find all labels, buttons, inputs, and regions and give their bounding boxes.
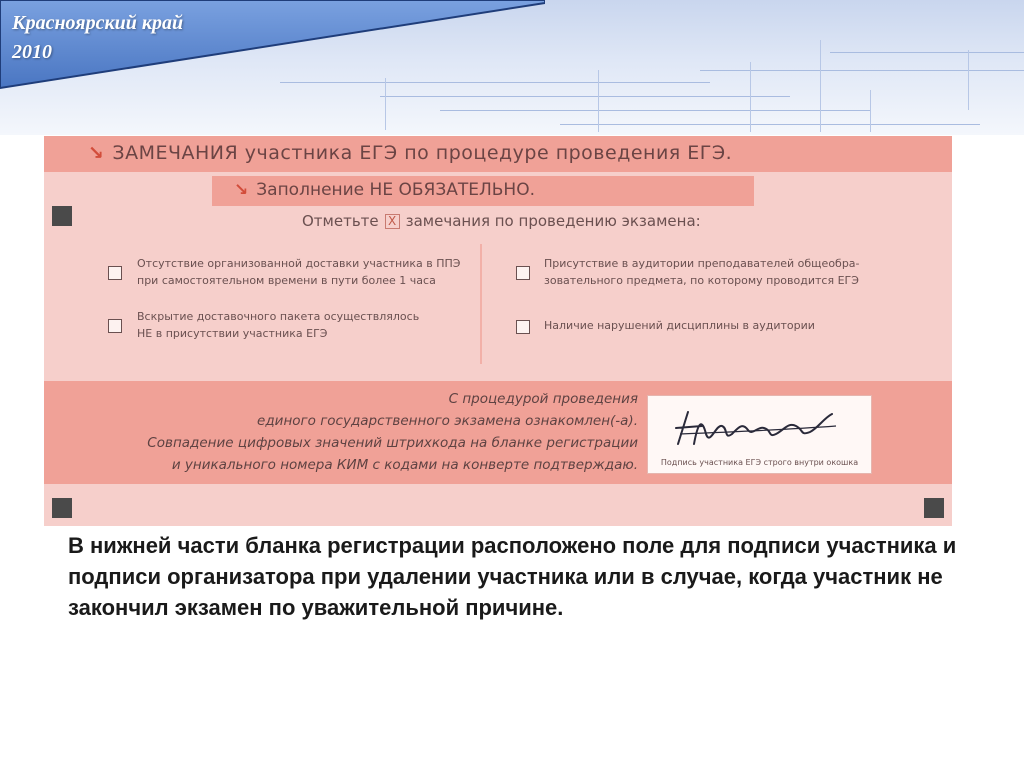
decor-line [750, 62, 751, 132]
checkbox[interactable] [108, 266, 122, 280]
option-text: Наличие нарушений дисциплины в аудитории [544, 319, 815, 332]
arrow-icon: ↘ [88, 142, 105, 164]
form-instruction: Отметьте X замечания по проведению экзамена: [302, 212, 701, 230]
decor-line [870, 90, 871, 132]
decor-line [560, 124, 980, 125]
option-text: Вскрытие доставочного пакета осуществлялось НЕ в присутствии участника ЕГЭ [137, 310, 420, 340]
decor-line [440, 110, 870, 111]
decor-line [380, 96, 790, 97]
title-badge [0, 0, 545, 90]
year-title: 2010 [12, 41, 52, 63]
decor-line [598, 70, 599, 132]
handwritten-signature [672, 404, 842, 452]
decor-line [968, 50, 969, 110]
checkbox[interactable] [516, 320, 530, 334]
checkbox[interactable] [108, 319, 122, 333]
alignment-marker [52, 206, 72, 226]
alignment-marker [924, 498, 944, 518]
option-text: Присутствие в аудитории преподавателей общеобра- зовательного предмета, по которому проводится ЕГЭ [544, 257, 860, 287]
description-paragraph: В нижней части бланка регистрации расположено поле для подписи участника и подписи организатора при удалении участника или в случае, когда участник не закончил экзамен по уважительной причине. [68, 533, 957, 620]
form-subheading: ↘ Заполнение НЕ ОБЯЗАТЕЛЬНО. [234, 180, 535, 200]
arrow-icon: ↘ [234, 180, 249, 200]
decor-line [700, 70, 1024, 71]
column-divider [480, 244, 482, 364]
option-text: Отсутствие организованной доставки участника в ППЭ при самостоятельном времени в пути более 1 часа [137, 257, 461, 287]
region-title: Красноярский край [12, 12, 184, 34]
form-heading: ↘ ЗАМЕЧАНИЯ участника ЕГЭ по процедуре проведения ЕГЭ. [88, 142, 733, 164]
x-mark-icon: X [385, 214, 400, 229]
decor-line [830, 52, 1024, 53]
signature-box[interactable] [647, 395, 872, 474]
alignment-marker [52, 498, 72, 518]
confirmation-statement: С процедурой проведения единого государственного экзамена ознакомлен(-а). Совпадение цифровых значений штрихкода на бланке регистрации и уникального номера КИМ с кодами на конверте подтверждаю. [147, 391, 638, 473]
exam-form-image [44, 136, 952, 526]
decor-line [820, 40, 821, 132]
signature-caption: Подпись участника ЕГЭ строго внутри окошка [660, 458, 859, 467]
checkbox[interactable] [516, 266, 530, 280]
